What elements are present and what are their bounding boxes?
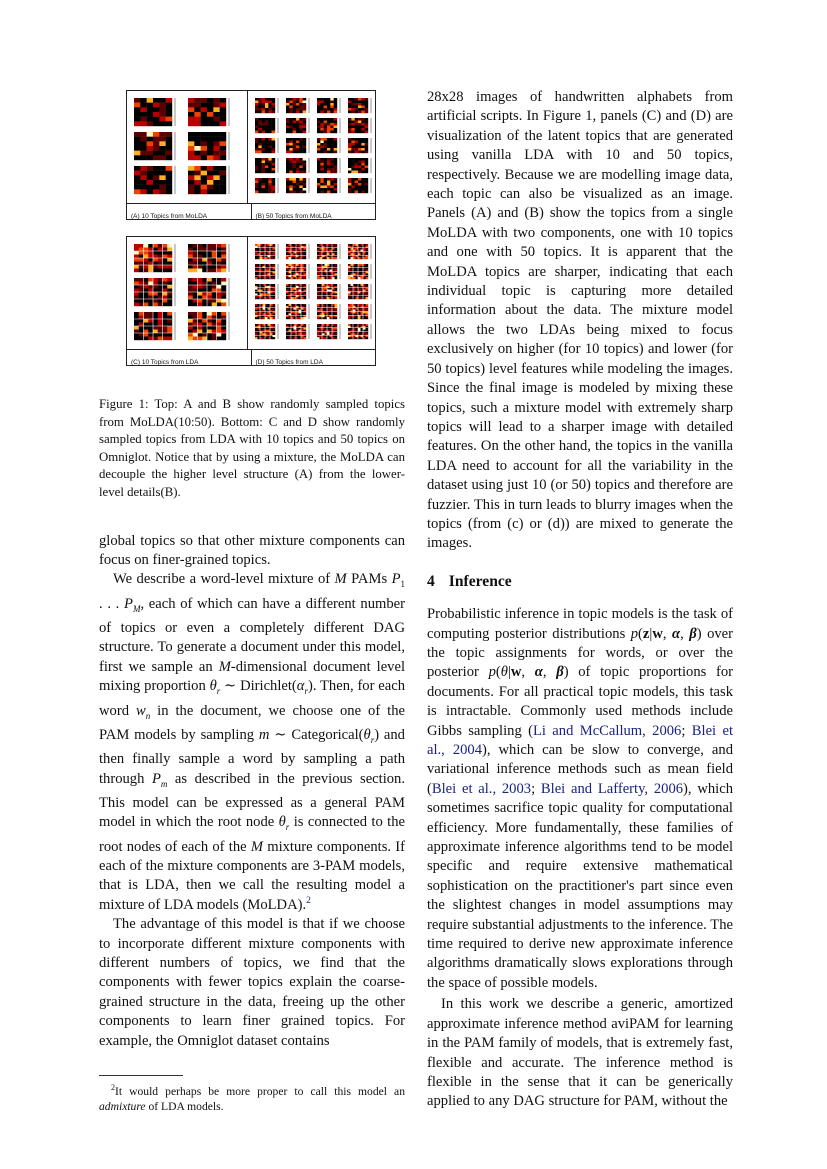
- panel-d-label: (D) 50 Topics from LDA: [251, 350, 376, 365]
- figure-top-panel: [126, 90, 376, 220]
- figure-panel-b: [247, 91, 382, 203]
- figure-panel-d: [247, 237, 382, 349]
- figure-caption: Figure 1: Top: A and B show randomly sampled topics from MoLDA(10:50). Bottom: C and D show randomly sampled topics from LDA with 10 topics and 50 topics on Omniglot. Notice that by using a mixture, the MoLDA can decouple the higher level structure (A) from the lower-level details(B).: [99, 397, 405, 499]
- footnote-marker[interactable]: 2: [306, 895, 311, 906]
- footnote-divider: [99, 1075, 183, 1076]
- right-column: [427, 88, 733, 1112]
- figure-panel-a: [127, 91, 247, 203]
- right-paragraph-1: 28x28 images of handwritten alphabets from artificial scripts. In Figure 1, panels (C) and (D) are visualization of the latent topics that are generated using vanilla LDA with 10 and 50 topics, respectively. Because we are modelling image data, each topic can also be visualized as an image. Panels (A) and (B) show the topics from a single MoLDA with two components, one with 10 topics and one with 50 topics. It is apparent that the MoLDA topics are sharper, indicating that each individual topic is capturing more detailed information about the data. The mixture model allows the two LDAs being mixed to focus exclusively on higher (for 10 topics) and lower (for 50 topics) level features while modeling the images. Since the final image is modeled by mixing these topics, such a mixture model with extremely sharp topics will lead to a sharper image with detailed features. On the other hand, the topics in the vanilla LDA need to account for all the variability in the dataset using just 10 (or 50) topics and therefore are fuzzier. This in turn leads to blurry images when the topics (from (c) or (d)) are mixed to generate the images.: [427, 89, 733, 552]
- footnote: $^2$It would perhaps be more proper to call this model an admixture of LDA models.: [99, 1083, 405, 1114]
- panel-d-topics-image: [251, 240, 379, 344]
- panel-c-label: (C) 10 Topics from LDA: [131, 359, 199, 366]
- panel-a-topics-image: [130, 94, 244, 198]
- panel-a-label: (A) 10 Topics from MoLDA: [131, 213, 208, 220]
- left-paragraph-2: We describe a word-level mixture of M PAMs $P_1$ . . . $P_M$, each of which can have a different number of topics or even a completely different DAG structure. To generate a document under this model, first we sample an M-dimensional document level mixing proportion $\theta_r$ ∼ $Dirichlet(\alpha_r)$. Then, for each word $w_n$ in the document, we choose one of the PAM models by sampling m ∼ $Categorical(\theta_r)$ and then finally sample a word by sampling a path through $P_m$ as described in the previous section. This model can be expressed as a general PAM model in which the root node $\theta_r$ is connected to the root nodes of each of the M mixture components. If each of the mixture components are 3-PAM models, that is LDA, then we call the resulting model a mixture of LDA models (MoLDA).$^2$: [99, 571, 406, 913]
- section-title: Inference: [448, 572, 512, 590]
- citation-li-mccallum[interactable]: Li and McCallum, 2006: [532, 722, 682, 739]
- left-paragraph-3: The advantage of this model is that if we choose to incorporate different mixture components with different numbers of topics, we find that the components with fewer topics explain the coarse-grained structure in the data, freeing up the other components to learn finer grained topics. For example, the Omniglot dataset contains: [99, 916, 405, 1049]
- citation-blei-lafferty[interactable]: Blei and Lafferty, 2006: [540, 780, 684, 797]
- right-paragraph-3: In this work we describe a generic, amortized approximate inference method aviPAM for learning in the PAM family of models, that is extremely fast, flexible and accurate. The inference method is flexible in the sense that it can be generically applied to any DAG structure for PAM, without the: [427, 996, 733, 1110]
- citation-blei-2003[interactable]: Blei et al., 2003: [431, 780, 532, 797]
- section-heading: [427, 572, 733, 591]
- panel-b-label: (B) 50 Topics from MoLDA: [251, 204, 376, 219]
- section-number: 4: [427, 572, 435, 590]
- right-paragraph-2: Probabilistic inference in topic models is the task of computing posterior distributions p(z|w, α, β) over the topic assignments for words, or over the posterior p(θ|w, α, β) of topic proportions for documents. For all practical topic models, this task is intractable. Commonly used methods include Gibbs sampling (Li and McCallum, 2006; Blei et al., 2004), which can be slow to converge, and variational inference methods such as mean field (Blei et al., 2003; Blei and Lafferty, 2006), which sometimes sacrifice topic quality for computational efficiency. More fundamentally, these families of approximate inference algorithms tend to be model specific and require extensive mathematical sophistication on the practitioner's part since even the slightest changes in model assumptions may require substantial adjustments to the inference. The time required to derive new approximate inference algorithms dramatically slows explorations through the space of possible models.: [427, 606, 734, 991]
- left-paragraph-1: global topics so that other mixture components can focus on finer-grained topics.: [99, 532, 405, 568]
- left-column: [99, 88, 405, 1114]
- figure-bottom-panel: [126, 236, 376, 366]
- panel-b-topics-image: [251, 94, 379, 198]
- citation-blei-2004[interactable]: Blei et al., 2004: [427, 722, 733, 758]
- panel-c-topics-image: [130, 240, 244, 344]
- figure-panel-c: [127, 237, 247, 349]
